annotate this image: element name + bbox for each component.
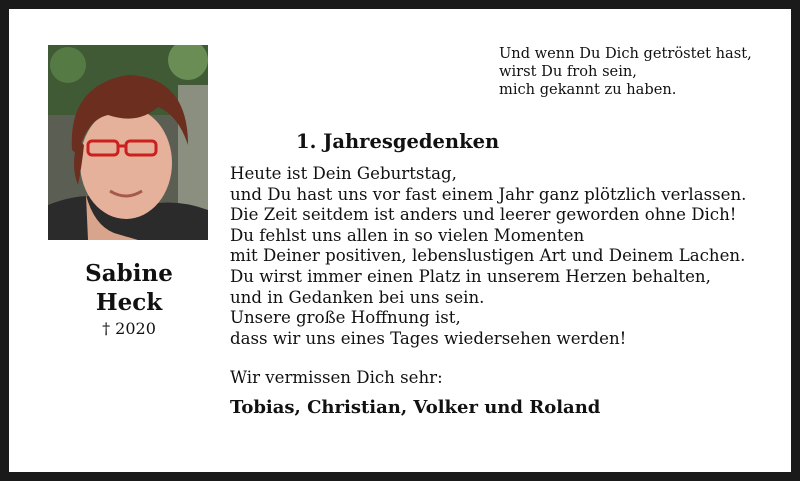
poem-text	[230, 164, 746, 349]
first-name: Sabine	[85, 260, 173, 287]
memorial-notice	[9, 9, 791, 472]
poem-line: Heute ist Dein Geburtstag,	[230, 164, 457, 183]
portrait-photo	[48, 45, 208, 240]
poem-line: und Du hast uns vor fast einem Jahr ganz plötzlich verlassen.	[230, 184, 747, 204]
last-name: Heck	[95, 289, 163, 316]
poem-line: dass wir uns eines Tages wiedersehen werden!	[230, 328, 627, 348]
poem-line: Die Zeit seitdem ist anders und leerer geworden ohne Dich!	[230, 205, 737, 225]
quote-line: mich gekannt zu haben.	[499, 81, 677, 98]
notice-heading: 1. Jahresgedenken	[296, 130, 500, 153]
quote-line: wirst Du froh sein,	[499, 63, 637, 80]
missing-line: Wir vermissen Dich sehr:	[230, 368, 443, 387]
poem-line: und in Gedanken bei uns sein.	[230, 287, 485, 307]
poem-line: mit Deiner positiven, lebenslustigen Art und Deinem Lachen.	[230, 246, 746, 266]
death-year: † 2020	[102, 319, 156, 338]
poem-line: Unsere große Hoffnung ist,	[230, 308, 461, 328]
signers: Tobias, Christian, Volker und Roland	[230, 397, 601, 418]
poem-line: Du wirst immer einen Platz in unserem Herzen behalten,	[230, 266, 711, 286]
quote-line: Und wenn Du Dich getröstet hast,	[499, 45, 752, 62]
poem-line: Du fehlst uns allen in so vielen Momenten	[230, 225, 585, 245]
deceased-name	[39, 259, 219, 317]
quote-block	[499, 45, 789, 99]
